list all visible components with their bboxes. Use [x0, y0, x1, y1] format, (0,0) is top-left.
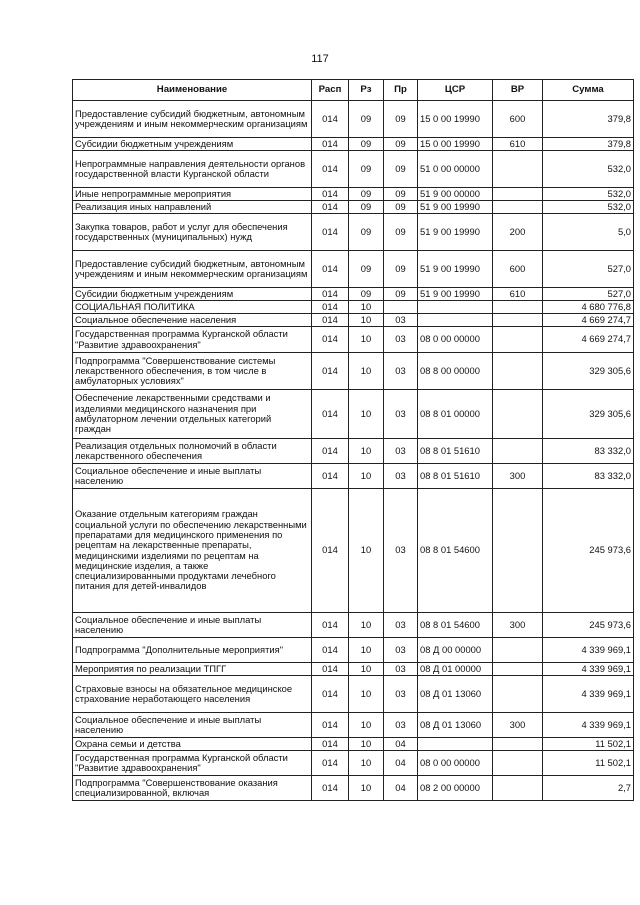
cell-name: Подпрограмма "Совершенствование оказания специализированной, включая — [73, 776, 312, 801]
cell-rz: 09 — [349, 188, 384, 201]
table-row — [73, 314, 634, 327]
header-name: Наименование — [73, 80, 312, 101]
cell-rasp: 014 — [312, 751, 349, 776]
cell-vr — [493, 439, 543, 464]
cell-name: Мероприятия по реализации ТПГГ — [73, 663, 312, 676]
table-row — [73, 613, 634, 638]
cell-csr — [418, 738, 493, 751]
table-row — [73, 390, 634, 439]
cell-rasp: 014 — [312, 353, 349, 390]
cell-rz: 09 — [349, 151, 384, 188]
cell-sum: 4 680 776,8 — [543, 301, 634, 314]
cell-rasp: 014 — [312, 676, 349, 713]
cell-rasp: 014 — [312, 489, 349, 613]
cell-vr — [493, 663, 543, 676]
cell-csr: 15 0 00 19990 — [418, 138, 493, 151]
cell-name: Реализация отдельных полномочий в области лекарственного обеспечения — [73, 439, 312, 464]
cell-pr: 03 — [384, 638, 418, 663]
table-row — [73, 713, 634, 738]
cell-name: Государственная программа Курганской области "Развитие здравоохранения" — [73, 751, 312, 776]
cell-rz: 10 — [349, 390, 384, 439]
cell-vr: 600 — [493, 251, 543, 288]
cell-sum: 532,0 — [543, 151, 634, 188]
cell-name: Государственная программа Курганской области "Развитие здравоохранения" — [73, 327, 312, 353]
cell-rz: 10 — [349, 439, 384, 464]
cell-name: Закупка товаров, работ и услуг для обеспечения государственных (муниципальных) нужд — [73, 214, 312, 251]
table-row — [73, 676, 634, 713]
cell-rz: 10 — [349, 314, 384, 327]
cell-rz: 10 — [349, 638, 384, 663]
cell-rz: 10 — [349, 327, 384, 353]
cell-pr: 03 — [384, 314, 418, 327]
cell-vr — [493, 738, 543, 751]
cell-rz: 09 — [349, 288, 384, 301]
header-pr: Пр — [384, 80, 418, 101]
cell-sum: 245 973,6 — [543, 489, 634, 613]
cell-rz: 10 — [349, 464, 384, 489]
cell-vr: 610 — [493, 138, 543, 151]
cell-vr — [493, 638, 543, 663]
table-row — [73, 353, 634, 390]
cell-vr: 610 — [493, 288, 543, 301]
cell-vr — [493, 776, 543, 801]
cell-rasp: 014 — [312, 439, 349, 464]
cell-csr: 08 Д 01 00000 — [418, 663, 493, 676]
table-row — [73, 101, 634, 138]
cell-csr: 51 9 00 19990 — [418, 288, 493, 301]
cell-pr: 09 — [384, 214, 418, 251]
cell-rasp: 014 — [312, 738, 349, 751]
cell-rasp: 014 — [312, 613, 349, 638]
cell-pr: 03 — [384, 353, 418, 390]
cell-rz: 10 — [349, 713, 384, 738]
cell-pr: 09 — [384, 201, 418, 214]
cell-sum: 5,0 — [543, 214, 634, 251]
cell-csr: 08 8 01 54600 — [418, 489, 493, 613]
header-sum: Сумма — [543, 80, 634, 101]
table-row — [73, 638, 634, 663]
table-row — [73, 201, 634, 214]
table-row — [73, 288, 634, 301]
cell-sum: 11 502,1 — [543, 738, 634, 751]
cell-vr: 600 — [493, 101, 543, 138]
table-row — [73, 151, 634, 188]
cell-csr: 08 Д 00 00000 — [418, 638, 493, 663]
cell-pr: 04 — [384, 776, 418, 801]
cell-csr: 08 0 00 00000 — [418, 327, 493, 353]
cell-rasp: 014 — [312, 663, 349, 676]
cell-csr: 08 0 00 00000 — [418, 751, 493, 776]
cell-name: Субсидии бюджетным учреждениям — [73, 138, 312, 151]
cell-csr — [418, 301, 493, 314]
cell-name: Социальное обеспечение населения — [73, 314, 312, 327]
cell-sum: 11 502,1 — [543, 751, 634, 776]
cell-vr — [493, 489, 543, 613]
cell-csr: 15 0 00 19990 — [418, 101, 493, 138]
cell-vr — [493, 390, 543, 439]
cell-rz: 10 — [349, 353, 384, 390]
cell-rz: 09 — [349, 214, 384, 251]
cell-vr — [493, 201, 543, 214]
cell-csr: 08 Д 01 13060 — [418, 713, 493, 738]
cell-csr: 51 0 00 00000 — [418, 151, 493, 188]
cell-csr: 08 Д 01 13060 — [418, 676, 493, 713]
cell-name: Предоставление субсидий бюджетным, автономным учреждениям и иным некоммерческим организациям — [73, 251, 312, 288]
cell-pr: 09 — [384, 288, 418, 301]
cell-pr: 03 — [384, 439, 418, 464]
table-row — [73, 489, 634, 613]
cell-vr: 200 — [493, 214, 543, 251]
cell-csr: 51 9 00 19990 — [418, 201, 493, 214]
page-number: 117 — [311, 53, 329, 65]
table-header-row — [73, 80, 634, 101]
table-row — [73, 138, 634, 151]
cell-sum: 379,8 — [543, 101, 634, 138]
cell-rasp: 014 — [312, 327, 349, 353]
cell-rz: 10 — [349, 751, 384, 776]
cell-vr — [493, 151, 543, 188]
table-body — [73, 101, 634, 801]
cell-vr — [493, 751, 543, 776]
cell-name: СОЦИАЛЬНАЯ ПОЛИТИКА — [73, 301, 312, 314]
cell-rasp: 014 — [312, 288, 349, 301]
cell-pr: 09 — [384, 188, 418, 201]
cell-pr — [384, 301, 418, 314]
cell-csr: 51 9 00 19990 — [418, 214, 493, 251]
cell-vr — [493, 676, 543, 713]
cell-rasp: 014 — [312, 301, 349, 314]
cell-rasp: 014 — [312, 151, 349, 188]
cell-vr — [493, 188, 543, 201]
cell-rasp: 014 — [312, 138, 349, 151]
cell-pr: 09 — [384, 101, 418, 138]
cell-rasp: 014 — [312, 214, 349, 251]
cell-pr: 04 — [384, 738, 418, 751]
cell-name: Подпрограмма "Дополнительные мероприятия" — [73, 638, 312, 663]
cell-rz: 09 — [349, 101, 384, 138]
cell-pr: 03 — [384, 464, 418, 489]
table-row — [73, 738, 634, 751]
cell-sum: 4 339 969,1 — [543, 676, 634, 713]
cell-pr: 03 — [384, 390, 418, 439]
cell-name: Социальное обеспечение и иные выплаты населению — [73, 464, 312, 489]
cell-sum: 527,0 — [543, 288, 634, 301]
cell-rasp: 014 — [312, 464, 349, 489]
header-csr: ЦСР — [418, 80, 493, 101]
table-row — [73, 776, 634, 801]
budget-table — [72, 79, 634, 801]
table-row — [73, 301, 634, 314]
cell-name: Реализация иных направлений — [73, 201, 312, 214]
cell-sum: 4 669 274,7 — [543, 314, 634, 327]
cell-name: Предоставление субсидий бюджетным, автономным учреждениям и иным некоммерческим организациям — [73, 101, 312, 138]
cell-sum: 527,0 — [543, 251, 634, 288]
cell-rasp: 014 — [312, 251, 349, 288]
cell-rz: 09 — [349, 251, 384, 288]
cell-rz: 10 — [349, 489, 384, 613]
cell-pr: 09 — [384, 138, 418, 151]
cell-name: Подпрограмма "Совершенствование системы лекарственного обеспечения, в том числе в амбулаторных условиях" — [73, 353, 312, 390]
table-row — [73, 327, 634, 353]
cell-pr: 03 — [384, 489, 418, 613]
cell-vr: 300 — [493, 713, 543, 738]
cell-vr — [493, 301, 543, 314]
cell-name: Оказание отдельным категориям граждан социальной услуги по обеспечению лекарственными препаратами для медицинского применения по рецептам на лекарственные препараты, медицинскими изделиями по рецептам на медицинские изделия, а также специализированными продуктами лечебного питания для детей-инвалидов — [73, 489, 312, 613]
cell-rz: 09 — [349, 138, 384, 151]
cell-sum: 379,8 — [543, 138, 634, 151]
cell-rz: 10 — [349, 301, 384, 314]
cell-csr: 08 8 00 00000 — [418, 353, 493, 390]
cell-csr: 08 2 00 00000 — [418, 776, 493, 801]
cell-csr: 08 8 01 51610 — [418, 464, 493, 489]
cell-pr: 03 — [384, 663, 418, 676]
table-row — [73, 663, 634, 676]
cell-sum: 4 339 969,1 — [543, 713, 634, 738]
table-row — [73, 251, 634, 288]
cell-pr: 09 — [384, 251, 418, 288]
table-row — [73, 751, 634, 776]
cell-pr: 03 — [384, 713, 418, 738]
cell-rz: 10 — [349, 613, 384, 638]
cell-sum: 245 973,6 — [543, 613, 634, 638]
cell-rasp: 014 — [312, 314, 349, 327]
cell-pr: 04 — [384, 751, 418, 776]
cell-name: Иные непрограммные мероприятия — [73, 188, 312, 201]
cell-sum: 2,7 — [543, 776, 634, 801]
cell-sum: 4 339 969,1 — [543, 663, 634, 676]
cell-vr — [493, 353, 543, 390]
cell-csr: 08 8 01 51610 — [418, 439, 493, 464]
cell-csr — [418, 314, 493, 327]
cell-name: Охрана семьи и детства — [73, 738, 312, 751]
table-row — [73, 188, 634, 201]
cell-sum: 83 332,0 — [543, 439, 634, 464]
cell-rasp: 014 — [312, 188, 349, 201]
cell-rasp: 014 — [312, 713, 349, 738]
cell-sum: 329 305,6 — [543, 353, 634, 390]
cell-rz: 10 — [349, 676, 384, 713]
cell-sum: 4 339 969,1 — [543, 638, 634, 663]
cell-rz: 10 — [349, 663, 384, 676]
table-row — [73, 439, 634, 464]
cell-sum: 83 332,0 — [543, 464, 634, 489]
cell-rasp: 014 — [312, 390, 349, 439]
cell-csr: 51 9 00 19990 — [418, 251, 493, 288]
cell-csr: 08 8 01 00000 — [418, 390, 493, 439]
cell-rasp: 014 — [312, 101, 349, 138]
cell-name: Субсидии бюджетным учреждениям — [73, 288, 312, 301]
cell-sum: 532,0 — [543, 188, 634, 201]
cell-sum: 532,0 — [543, 201, 634, 214]
cell-pr: 03 — [384, 327, 418, 353]
cell-rasp: 014 — [312, 776, 349, 801]
cell-csr: 08 8 01 54600 — [418, 613, 493, 638]
cell-rasp: 014 — [312, 638, 349, 663]
cell-pr: 03 — [384, 676, 418, 713]
cell-vr — [493, 314, 543, 327]
cell-vr — [493, 327, 543, 353]
cell-csr: 51 9 00 00000 — [418, 188, 493, 201]
cell-rz: 10 — [349, 776, 384, 801]
cell-name: Страховые взносы на обязательное медицинское страхование неработающего населения — [73, 676, 312, 713]
cell-rz: 10 — [349, 738, 384, 751]
table-row — [73, 464, 634, 489]
cell-rasp: 014 — [312, 201, 349, 214]
cell-sum: 4 669 274,7 — [543, 327, 634, 353]
cell-vr: 300 — [493, 464, 543, 489]
cell-name: Социальное обеспечение и иные выплаты населению — [73, 613, 312, 638]
header-rz: Рз — [349, 80, 384, 101]
cell-rz: 09 — [349, 201, 384, 214]
cell-name: Социальное обеспечение и иные выплаты населению — [73, 713, 312, 738]
table-row — [73, 214, 634, 251]
cell-pr: 03 — [384, 613, 418, 638]
cell-name: Непрограммные направления деятельности органов государственной власти Курганской области — [73, 151, 312, 188]
cell-vr: 300 — [493, 613, 543, 638]
cell-name: Обеспечение лекарственными средствами и изделиями медицинского назначения при амбулаторном лечении отдельных категорий граждан — [73, 390, 312, 439]
header-rasp: Расп — [312, 80, 349, 101]
cell-pr: 09 — [384, 151, 418, 188]
header-vr: ВР — [493, 80, 543, 101]
cell-sum: 329 305,6 — [543, 390, 634, 439]
